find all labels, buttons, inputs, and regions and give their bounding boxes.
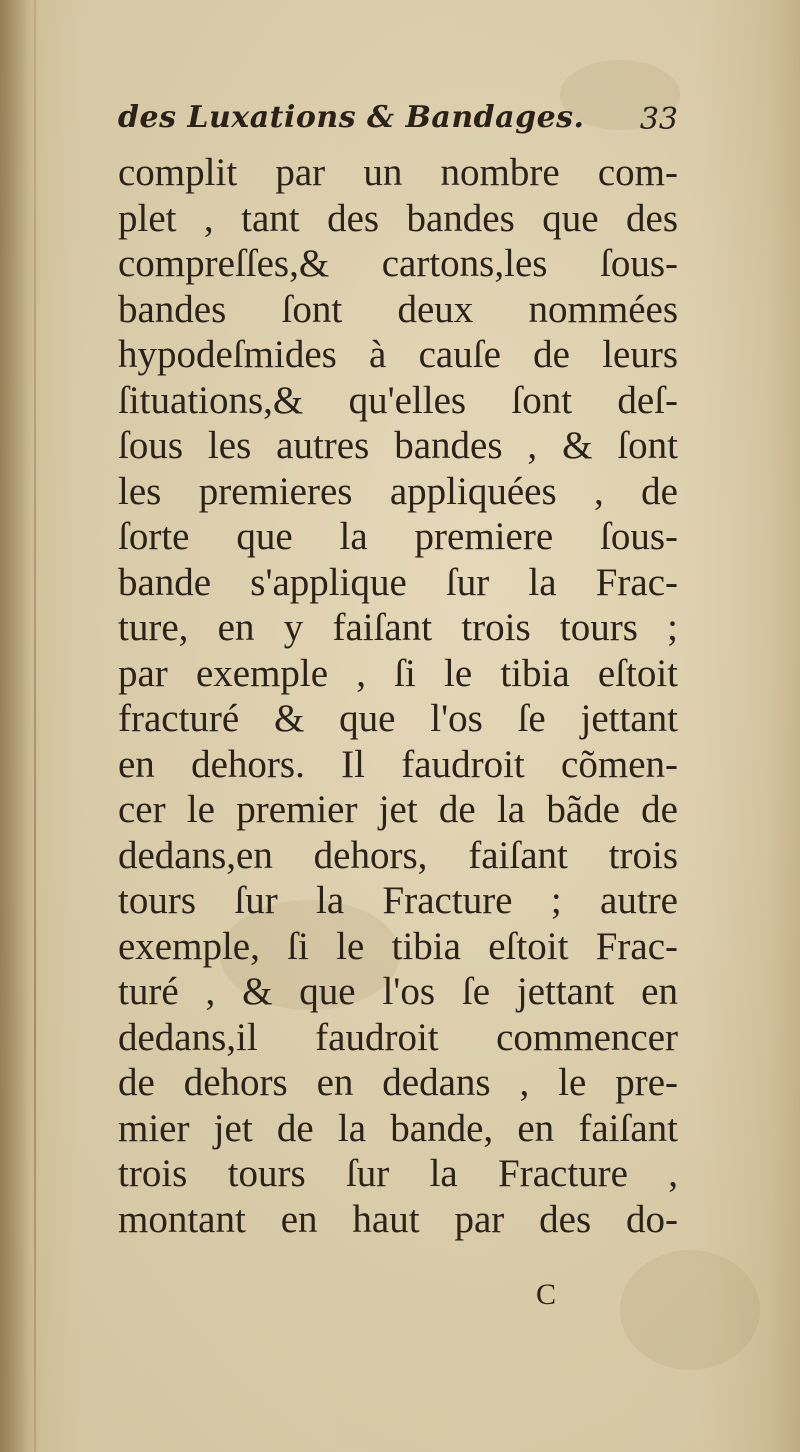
text-line: ſituations,& qu'elles ſont deſ-: [118, 378, 678, 422]
text-line: en dehors. Il faudroit cõmen-: [118, 742, 678, 786]
text-line: mier jet de la bande, en faiſant: [118, 1106, 678, 1150]
text-line: plet , tant des bandes que des: [118, 196, 678, 240]
text-line: ſous les autres bandes , & ſont: [118, 424, 678, 467]
page-gutter-edge: [0, 0, 40, 1452]
text-line: montant en haut par des do-: [118, 1197, 678, 1241]
text-line: complit par un nombre com-: [118, 151, 678, 194]
text-line: ſorte que la premiere ſous-: [118, 515, 678, 558]
text-line: de dehors en dedans , le pre-: [118, 1061, 678, 1104]
text-line: les premieres appliquées , de: [118, 469, 678, 513]
text-line: dedans,en dehors, faiſant trois: [118, 833, 678, 877]
text-line: trois tours ſur la Fracture ,: [118, 1152, 678, 1195]
text-line: par exemple , ſi le tibia eſtoit: [118, 651, 678, 695]
text-line: turé , & que l'os ſe jettant en: [118, 970, 678, 1013]
paper-stain: [620, 1250, 760, 1370]
page-number: 33: [639, 102, 678, 137]
text-line: dedans,il faudroit commencer: [118, 1015, 678, 1059]
page-header: [118, 100, 678, 148]
text-line: ture, en y faiſant trois tours ;: [118, 606, 678, 649]
text-line: bandes ſont deux nommées: [118, 287, 678, 331]
text-line: exemple, ſi le tibia eſtoit Frac-: [118, 924, 678, 968]
body-text: [118, 150, 678, 1242]
text-line: cer le premier jet de la bãde de: [118, 788, 678, 831]
text-line: tours ſur la Fracture ; autre: [118, 879, 678, 922]
text-line: fracturé & que l'os ſe jettant: [118, 697, 678, 740]
text-line: hypodeſmides à cauſe de leurs: [118, 333, 678, 376]
text-line: compreſſes,& cartons,les ſous-: [118, 242, 678, 285]
signature-mark: C: [536, 1278, 557, 1311]
text-line: bande s'applique ſur la Frac-: [118, 560, 678, 604]
running-title: des Luxations & Bandages.: [118, 100, 585, 135]
